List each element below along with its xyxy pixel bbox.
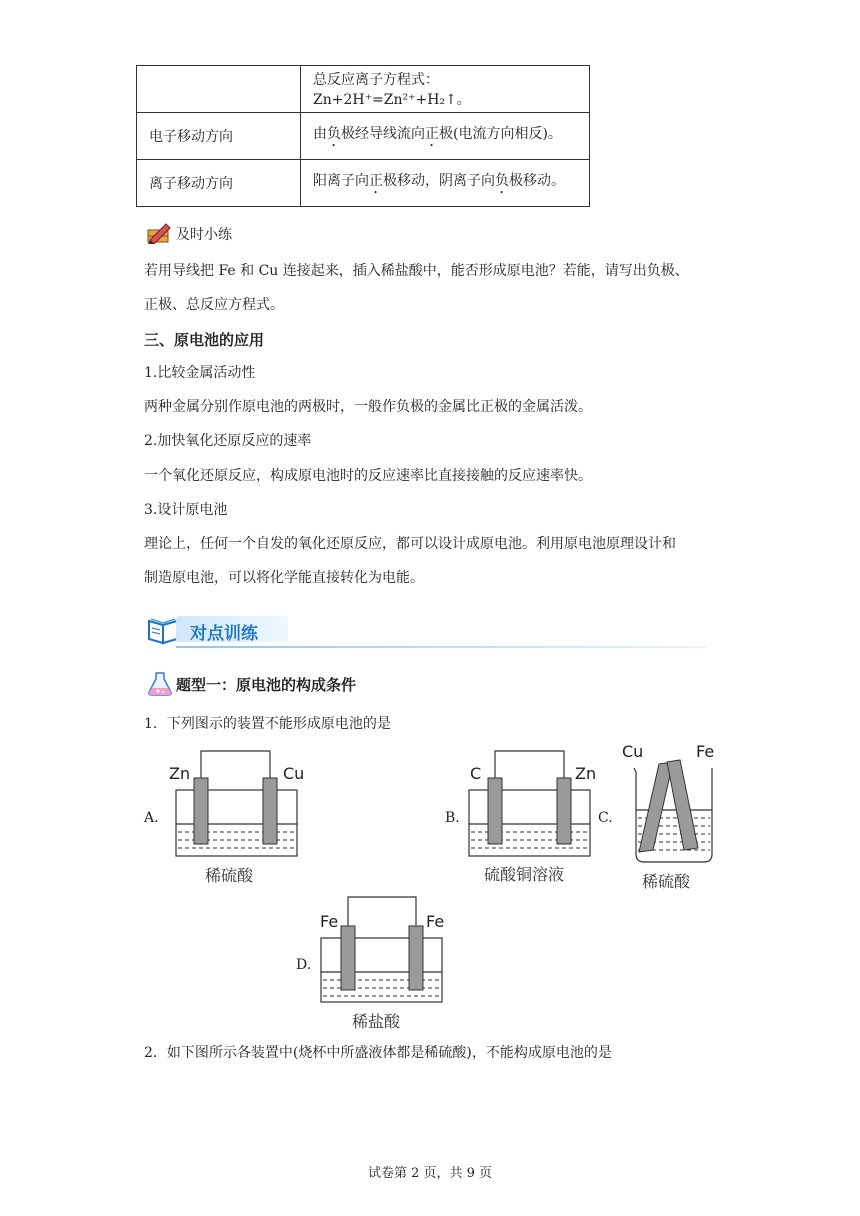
cell-text: 极(电流方向相反)。 bbox=[439, 125, 562, 142]
cell-text: 阳离子向 bbox=[313, 172, 369, 189]
flask-icon bbox=[146, 670, 174, 696]
comparison-table bbox=[136, 65, 590, 207]
table-cell: 离子移动方向 bbox=[137, 160, 301, 207]
item-title: 3.设计原电池 bbox=[144, 502, 228, 518]
apparatus-c bbox=[622, 742, 720, 892]
table-cell bbox=[301, 113, 590, 160]
electrode-label: Fe bbox=[320, 912, 339, 931]
electrode-label: Zn bbox=[575, 764, 597, 783]
electrode-label: C bbox=[470, 764, 482, 783]
electrode-label: Fe bbox=[696, 742, 715, 761]
apparatus-d bbox=[320, 896, 445, 1036]
electrode-label: Cu bbox=[283, 764, 305, 783]
table-cell: 电子移动方向 bbox=[137, 113, 301, 160]
option-label: B. bbox=[445, 810, 460, 826]
practice-question-line1: 若用导线把 Fe 和 Cu 连接起来，插入稀盐酸中，能否形成原电池？若能，请写出负极、 bbox=[144, 263, 689, 279]
solution-label: 硫酸铜溶液 bbox=[484, 865, 565, 884]
option-label: C. bbox=[598, 810, 613, 826]
cell-text: 极经导线流向 bbox=[341, 125, 425, 142]
pencil-book-icon bbox=[146, 220, 172, 244]
practice-question-line2: 正极、总反应方程式。 bbox=[144, 297, 284, 313]
item-text: 制造原电池，可以将化学能直接转化为电能。 bbox=[144, 570, 424, 586]
beaker-diagram bbox=[175, 750, 300, 860]
item-text: 两种金属分别作原电池的两极时，一般作负极的金属比正极的金属活泼。 bbox=[144, 399, 592, 415]
item-text: 理论上，任何一个自发的氧化还原反应，都可以设计成原电池。利用原电池原理设计和 bbox=[144, 536, 676, 552]
cell-text: 由 bbox=[313, 125, 327, 142]
table-cell bbox=[301, 160, 590, 207]
table-row bbox=[137, 160, 590, 207]
table-cell bbox=[137, 66, 301, 113]
page-footer: 试卷第 2 页，共 9 页 bbox=[367, 1166, 493, 1181]
section-title: 三、原电池的应用 bbox=[144, 331, 265, 349]
item-title: 1.比较金属活动性 bbox=[144, 365, 256, 381]
banner-underline bbox=[176, 646, 706, 648]
cell-text: 极移动，阴离子向 bbox=[383, 172, 495, 189]
table-row bbox=[137, 66, 590, 113]
electrode-label: Cu bbox=[622, 742, 644, 761]
table-row bbox=[137, 113, 590, 160]
item-title: 2.加快氧化还原反应的速率 bbox=[144, 433, 312, 449]
electrode-label: Fe bbox=[426, 912, 445, 931]
solution-label: 稀硫酸 bbox=[205, 866, 254, 885]
question-text: 2．如下图所示各装置中(烧杯中所盛液体都是稀硫酸)，不能构成原电池的是 bbox=[144, 1045, 612, 1061]
banner-title: 对点训练 bbox=[190, 624, 258, 644]
apparatus-a bbox=[169, 750, 305, 890]
item-text: 一个氧化还原反应，构成原电池时的反应速率比直接接触的反应速率快。 bbox=[144, 468, 592, 484]
table-cell: 总反应离子方程式：Zn+2H⁺=Zn²⁺+H₂↑。 bbox=[301, 66, 590, 113]
practice-heading: 及时小练 bbox=[176, 227, 232, 243]
option-label: D. bbox=[296, 957, 312, 973]
option-label: A. bbox=[144, 810, 159, 826]
solution-label: 稀硫酸 bbox=[642, 872, 691, 891]
emphasis-text: 负 bbox=[495, 172, 509, 189]
solution-label: 稀盐酸 bbox=[352, 1012, 401, 1031]
emphasis-text: 正 bbox=[369, 172, 383, 189]
emphasis-text: 正 bbox=[425, 125, 439, 142]
topic-title: 题型一：原电池的构成条件 bbox=[176, 676, 357, 694]
cell-text: 极移动。 bbox=[509, 172, 565, 189]
question-text: 1．下列图示的装置不能形成原电池的是 bbox=[144, 716, 391, 732]
emphasis-text: 负 bbox=[327, 125, 341, 142]
electrode-label: Zn bbox=[169, 764, 191, 783]
apparatus-b bbox=[468, 750, 597, 890]
section-banner bbox=[146, 613, 706, 653]
